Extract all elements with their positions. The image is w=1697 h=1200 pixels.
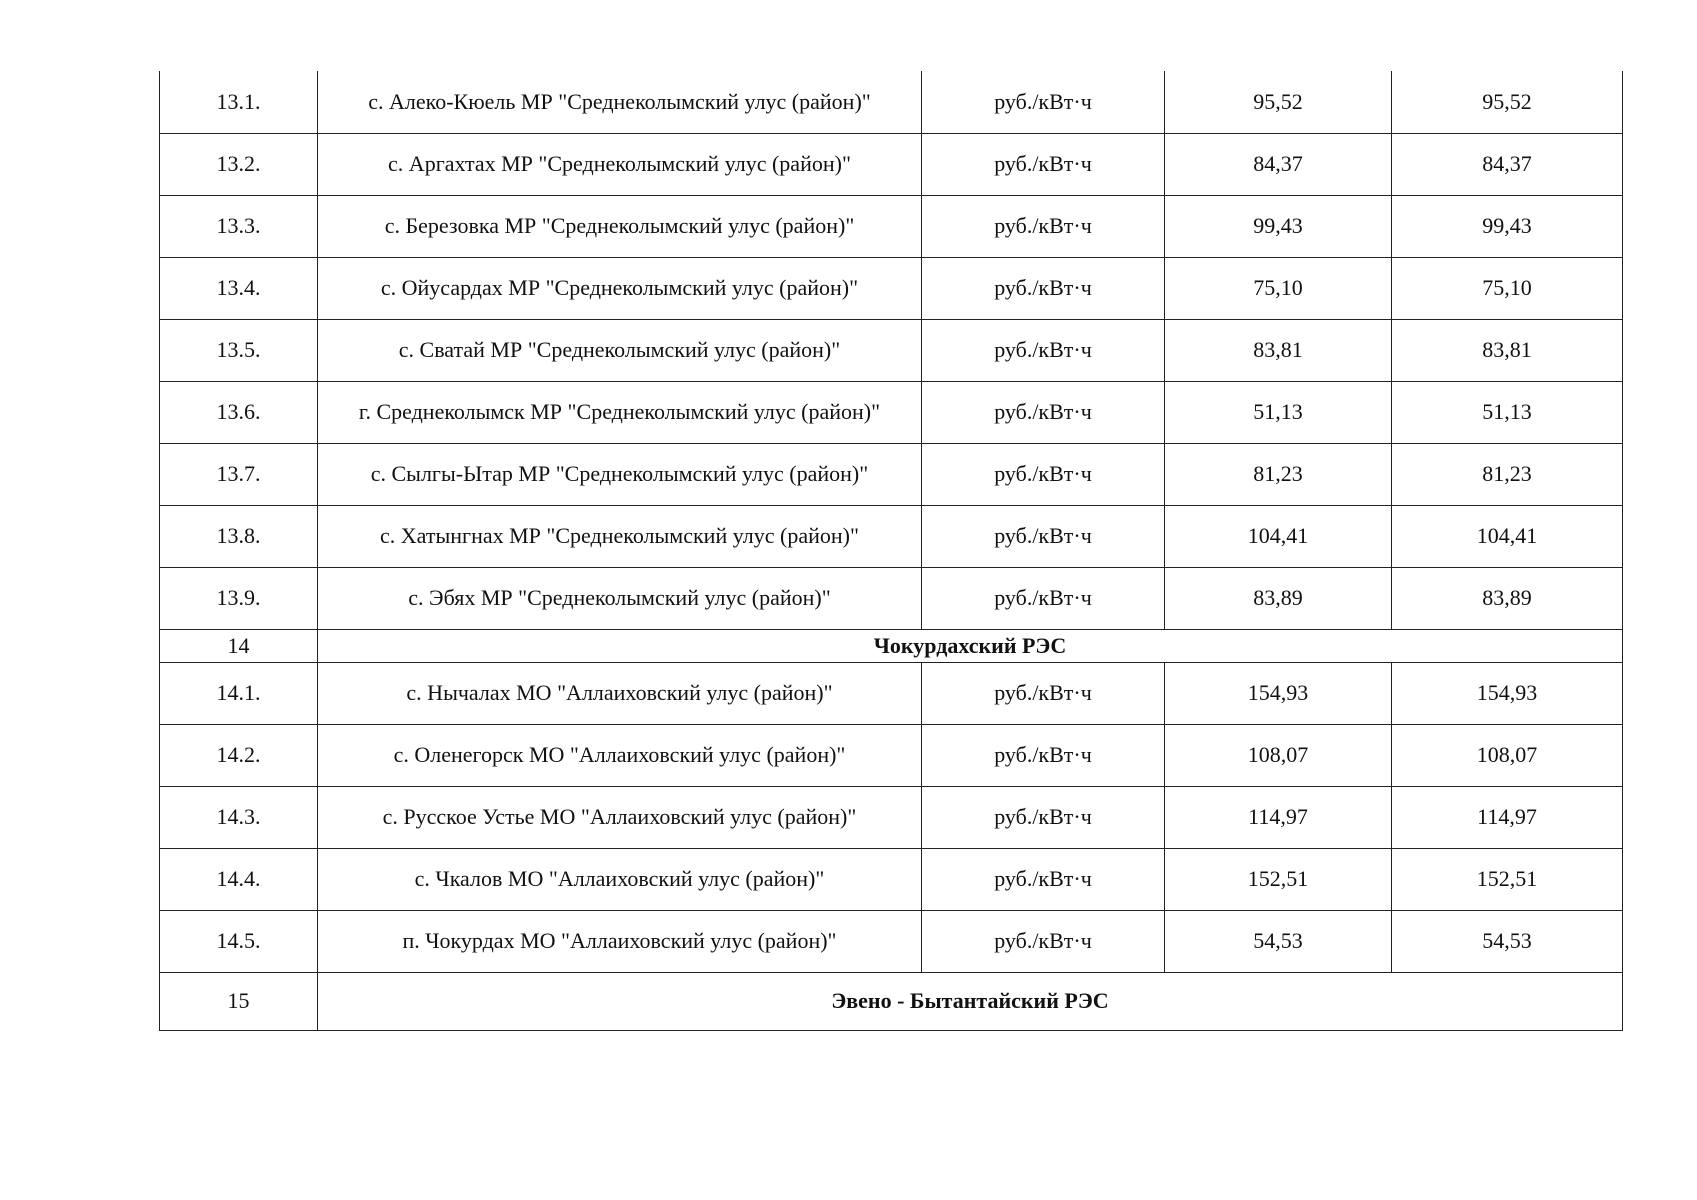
tariff-value-1: 83,89 [1165,567,1392,629]
settlement-name: с. Березовка МР "Среднеколымский улус (район)" [318,195,922,257]
row-number: 13.5. [160,319,318,381]
table-row [160,381,1623,443]
tariff-value-1: 81,23 [1165,443,1392,505]
table-row [160,567,1623,629]
tariff-value-1: 83,81 [1165,319,1392,381]
section-header-row [160,629,1623,662]
unit-cell: руб./кВт·ч [922,257,1165,319]
tariff-value-1: 108,07 [1165,724,1392,786]
tariff-value-2: 75,10 [1392,257,1623,319]
settlement-name: с. Ойусардах МР "Среднеколымский улус (район)" [318,257,922,319]
table-row [160,910,1623,972]
unit-cell: руб./кВт·ч [922,567,1165,629]
settlement-name: с. Эбях МР "Среднеколымский улус (район)" [318,567,922,629]
settlement-name: с. Сылгы-Ытар МР "Среднеколымский улус (район)" [318,443,922,505]
tariff-value-2: 114,97 [1392,786,1623,848]
table-row [160,786,1623,848]
row-number: 14.5. [160,910,318,972]
unit-cell: руб./кВт·ч [922,724,1165,786]
section-title: Эвено - Бытантайский РЭС [318,972,1623,1030]
unit-cell: руб./кВт·ч [922,848,1165,910]
section-number: 15 [160,972,318,1030]
tariff-value-2: 99,43 [1392,195,1623,257]
tariff-value-2: 152,51 [1392,848,1623,910]
tariff-value-1: 51,13 [1165,381,1392,443]
settlement-name: с. Сватай МР "Среднеколымский улус (район)" [318,319,922,381]
settlement-name: с. Чкалов МО "Аллаиховский улус (район)" [318,848,922,910]
tariff-value-2: 83,89 [1392,567,1623,629]
row-number: 13.1. [160,71,318,133]
settlement-name: с. Алеко-Кюель МР "Среднеколымский улус (район)" [318,71,922,133]
table-row [160,662,1623,724]
tariff-value-1: 54,53 [1165,910,1392,972]
unit-cell: руб./кВт·ч [922,195,1165,257]
row-number: 13.2. [160,133,318,195]
tariff-value-2: 81,23 [1392,443,1623,505]
tariff-value-1: 84,37 [1165,133,1392,195]
settlement-name: с. Аргахтах МР "Среднеколымский улус (район)" [318,133,922,195]
table-row [160,848,1623,910]
row-number: 14.3. [160,786,318,848]
row-number: 13.4. [160,257,318,319]
tariff-value-2: 51,13 [1392,381,1623,443]
row-number: 13.7. [160,443,318,505]
tariff-value-1: 114,97 [1165,786,1392,848]
tariff-value-2: 108,07 [1392,724,1623,786]
row-number: 14.1. [160,662,318,724]
table-row [160,443,1623,505]
row-number: 13.8. [160,505,318,567]
settlement-name: с. Нычалах МО "Аллаиховский улус (район)" [318,662,922,724]
tariff-value-1: 154,93 [1165,662,1392,724]
row-number: 14.2. [160,724,318,786]
tariff-value-2: 154,93 [1392,662,1623,724]
tariff-value-2: 84,37 [1392,133,1623,195]
table-row [160,257,1623,319]
tariff-value-2: 83,81 [1392,319,1623,381]
unit-cell: руб./кВт·ч [922,381,1165,443]
settlement-name: п. Чокурдах МО "Аллаиховский улус (район)" [318,910,922,972]
tariff-value-2: 104,41 [1392,505,1623,567]
tariff-value-1: 75,10 [1165,257,1392,319]
unit-cell: руб./кВт·ч [922,133,1165,195]
row-number: 14.4. [160,848,318,910]
unit-cell: руб./кВт·ч [922,443,1165,505]
row-number: 13.9. [160,567,318,629]
tariff-value-1: 152,51 [1165,848,1392,910]
tariff-value-1: 99,43 [1165,195,1392,257]
unit-cell: руб./кВт·ч [922,910,1165,972]
tariff-value-1: 95,52 [1165,71,1392,133]
tariff-value-2: 95,52 [1392,71,1623,133]
unit-cell: руб./кВт·ч [922,786,1165,848]
tariff-table [159,71,1623,1031]
tariff-value-1: 104,41 [1165,505,1392,567]
tariff-value-2: 54,53 [1392,910,1623,972]
section-header-row [160,972,1623,1030]
row-number: 13.6. [160,381,318,443]
settlement-name: с. Хатынгнах МР "Среднеколымский улус (район)" [318,505,922,567]
table-row [160,319,1623,381]
unit-cell: руб./кВт·ч [922,319,1165,381]
settlement-name: с. Оленегорск МО "Аллаиховский улус (район)" [318,724,922,786]
settlement-name: г. Среднеколымск МР "Среднеколымский улус (район)" [318,381,922,443]
unit-cell: руб./кВт·ч [922,71,1165,133]
table-row [160,133,1623,195]
unit-cell: руб./кВт·ч [922,662,1165,724]
section-title: Чокурдахский РЭС [318,629,1623,662]
section-number: 14 [160,629,318,662]
unit-cell: руб./кВт·ч [922,505,1165,567]
table-row [160,505,1623,567]
table-row [160,724,1623,786]
row-number: 13.3. [160,195,318,257]
table-row [160,195,1623,257]
settlement-name: с. Русское Устье МО "Аллаиховский улус (район)" [318,786,922,848]
table-row [160,71,1623,133]
